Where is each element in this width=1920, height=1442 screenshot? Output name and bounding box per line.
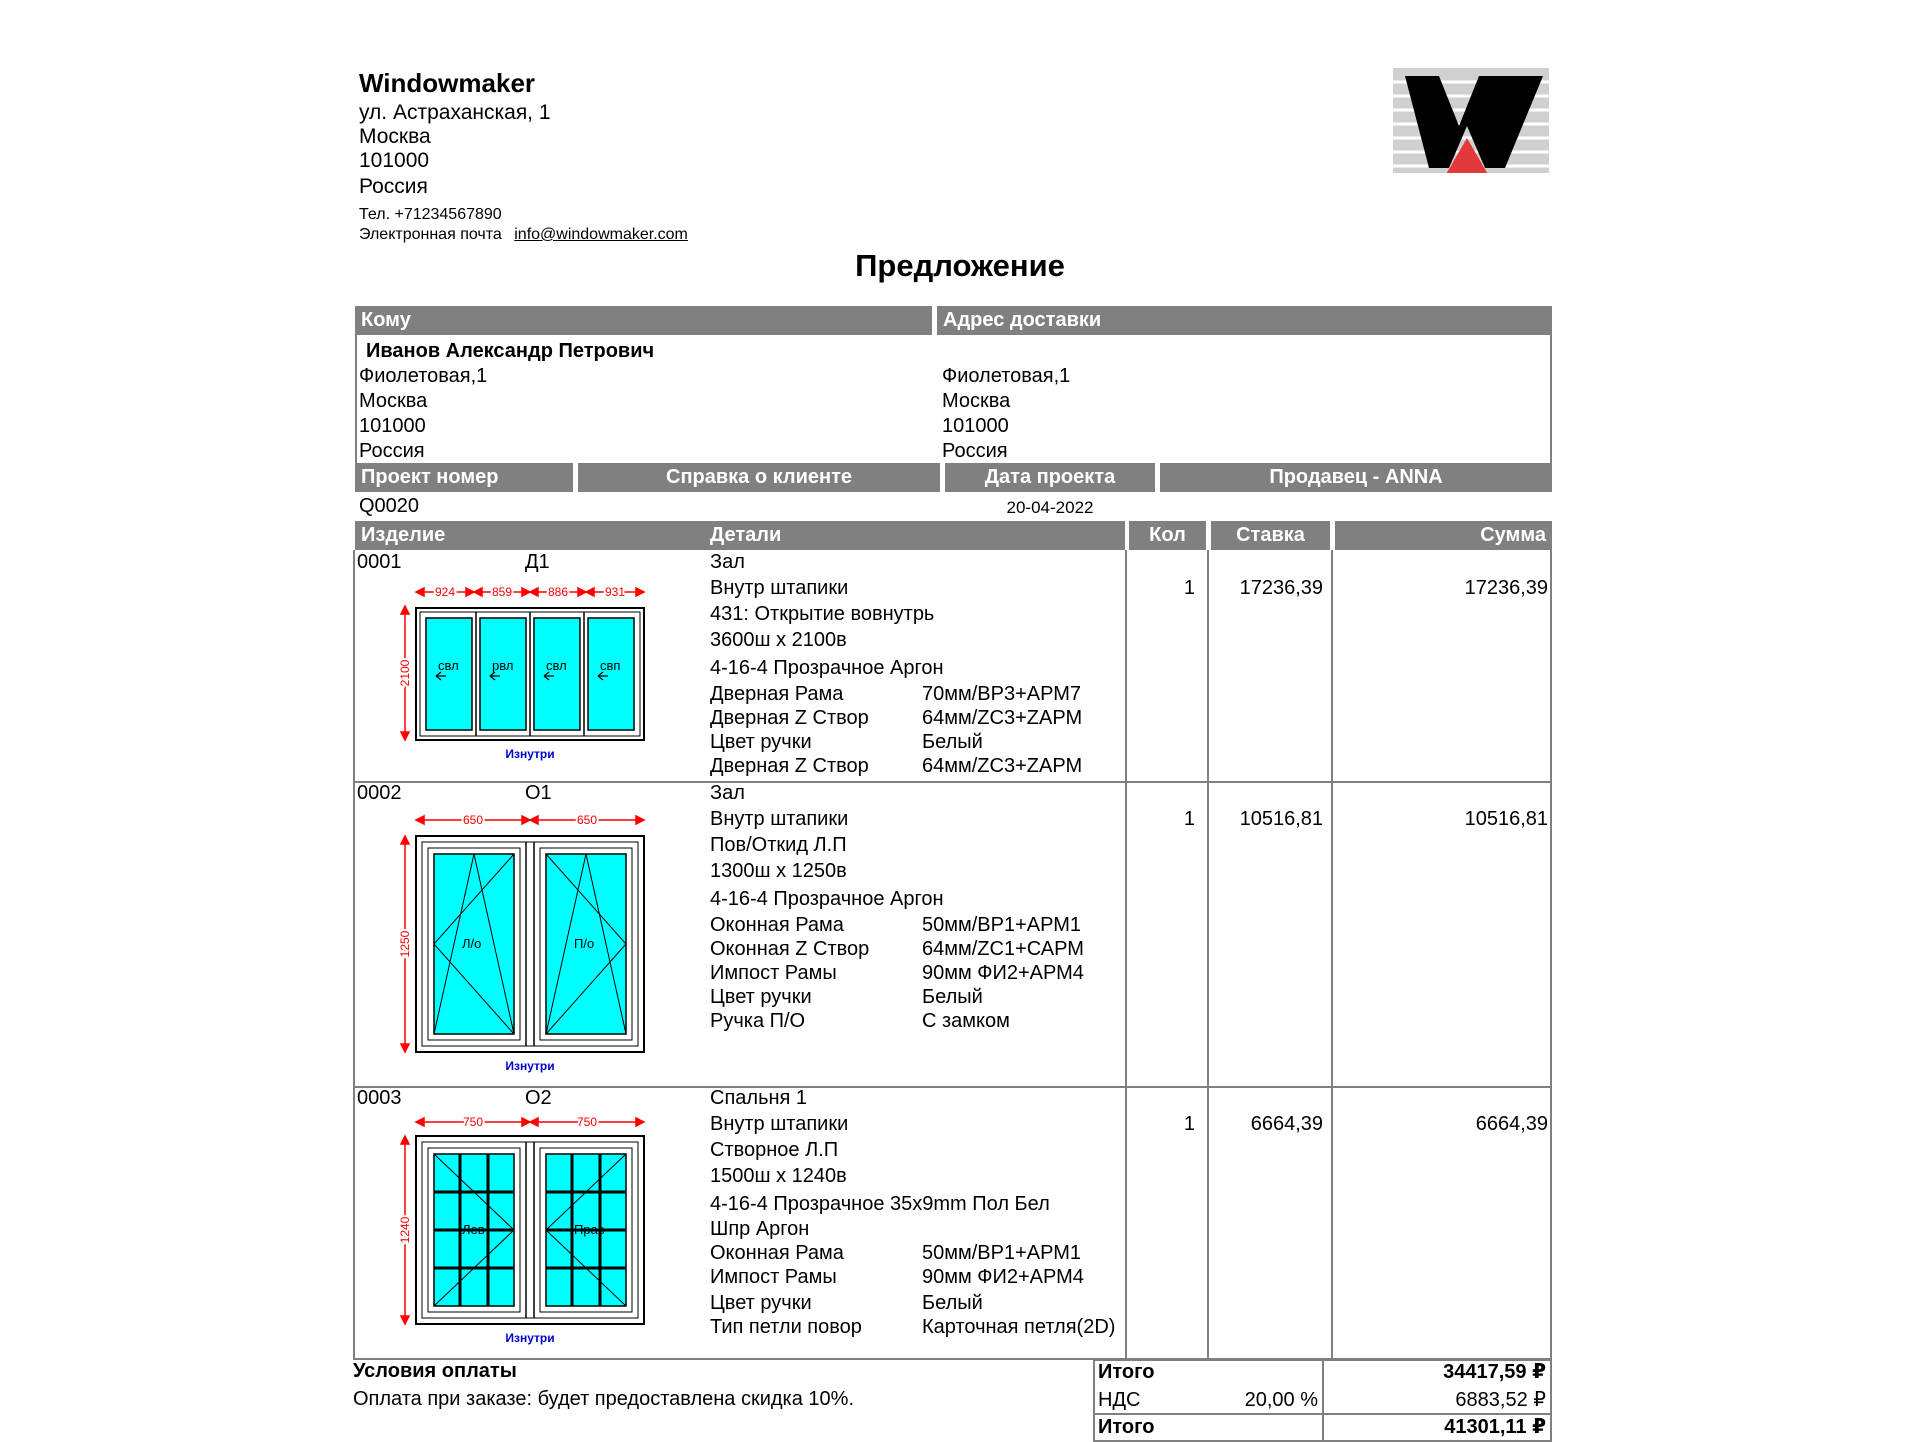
subtotal-label: Итого <box>1098 1361 1155 1383</box>
item-rate: 6664,39 <box>1250 1113 1323 1135</box>
col-qty-header: Кол <box>1129 521 1206 550</box>
col-rate-header: Ставка <box>1211 521 1330 550</box>
detail-line: Зал <box>710 551 745 573</box>
detail-line: Внутр штапики <box>710 808 849 830</box>
spec-label: Цвет ручки <box>710 986 812 1008</box>
spec-label: Импост Рамы <box>710 962 837 984</box>
spec-label: Импост Рамы <box>710 1266 837 1288</box>
drawing-caption: Изнутри <box>505 747 555 761</box>
item-number: 0001 <box>357 551 402 573</box>
panel-label: рвл <box>492 658 514 673</box>
item-code: O1 <box>525 782 552 804</box>
vat-label: НДС <box>1098 1389 1141 1411</box>
company-phone: Тел. +71234567890 <box>359 206 502 223</box>
company-address-line: 101000 <box>359 149 430 172</box>
drawing-caption: Изнутри <box>505 1059 555 1073</box>
item-code: Д1 <box>525 551 550 573</box>
spec-value: Карточная петля(2D) <box>922 1316 1116 1338</box>
detail-line: Спальня 1 <box>710 1087 808 1109</box>
panel-label: Лев <box>462 1222 485 1237</box>
detail-line: 4-16-4 Прозрачное Аргон <box>710 888 944 910</box>
item-qty: 1 <box>1183 1113 1195 1135</box>
detail-line: 4-16-4 Прозрачное Аргон <box>710 657 944 679</box>
customer-address-line: 101000 <box>359 415 426 437</box>
detail-line: Внутр штапики <box>710 1113 849 1135</box>
detail-line: Внутр штапики <box>710 577 849 599</box>
width-label: 859 <box>491 585 513 599</box>
detail-line: 1300ш х 1250в <box>710 860 847 882</box>
delivery-address-line: 101000 <box>942 415 1009 437</box>
detail-line: 3600ш х 2100в <box>710 629 847 651</box>
item-rate: 17236,39 <box>1239 577 1323 599</box>
total-label: Итого <box>1098 1416 1155 1438</box>
spec-value: Белый <box>922 1292 983 1314</box>
company-address-line: ул. Астраханская, 1 <box>359 101 551 124</box>
col-details-header: Детали <box>704 521 1125 550</box>
detail-line: Зал <box>710 782 745 804</box>
detail-line: Створное Л.П <box>710 1139 839 1161</box>
panel-label: свп <box>600 658 621 673</box>
delivery-address-line: Россия <box>942 440 1008 462</box>
spec-value: 90мм ФИ2+АРМ4 <box>922 962 1084 984</box>
email-label: Электронная почта <box>359 226 502 243</box>
item-number: 0003 <box>357 1087 402 1109</box>
project-date-header: Дата проекта <box>945 463 1155 492</box>
vat-value: 6883,52 ₽ <box>1455 1389 1546 1411</box>
spec-value: С замком <box>922 1010 1010 1032</box>
customer-address-line: Фиолетовая,1 <box>359 365 488 387</box>
company-address-line: Россия <box>359 175 428 198</box>
project-date: 20-04-2022 <box>1006 498 1094 517</box>
col-item-header: Изделие <box>355 521 704 550</box>
panel-label: свл <box>438 658 459 673</box>
customer-name: Иванов Александр Петрович <box>366 340 655 362</box>
spec-label: Дверная Z Створ <box>710 755 869 777</box>
panel-label: свл <box>546 658 567 673</box>
spec-value: 50мм/ВР1+АРМ1 <box>922 914 1082 936</box>
seller-header: Продавец - ANNA <box>1160 463 1552 492</box>
width-label: 650 <box>462 813 484 827</box>
detail-line: Шпр Аргон <box>710 1218 810 1240</box>
width-label: 650 <box>576 813 598 827</box>
payment-terms-title: Условия оплаты <box>353 1360 517 1382</box>
detail-line: 431: Открытие вовнутрь <box>710 603 935 625</box>
height-label: 1250 <box>398 930 412 958</box>
spec-value: 50мм/ВР1+АРМ1 <box>922 1242 1082 1264</box>
payment-terms-text: Оплата при заказе: будет предоставлена скидка 10%. <box>353 1388 855 1410</box>
spec-value: 70мм/ВР3+АРМ7 <box>922 683 1082 705</box>
total-value: 41301,11 ₽ <box>1444 1416 1546 1438</box>
spec-label: Цвет ручки <box>710 1292 812 1314</box>
width-label: 931 <box>604 585 626 599</box>
vat-rate: 20,00 % <box>1244 1389 1318 1411</box>
client-ref-header: Справка о клиенте <box>578 463 940 492</box>
item-sum: 10516,81 <box>1464 808 1548 830</box>
document-title: Предложение <box>855 248 1065 283</box>
delivery-header: Адрес доставки <box>937 306 1552 335</box>
spec-label: Оконная Рама <box>710 1242 844 1264</box>
item-sum: 6664,39 <box>1475 1113 1548 1135</box>
item-drawing-o2 <box>390 1112 670 1352</box>
spec-label: Цвет ручки <box>710 731 812 753</box>
width-label: 924 <box>434 585 456 599</box>
company-email-row <box>359 226 688 244</box>
item-number: 0002 <box>357 782 402 804</box>
drawing-caption: Изнутри <box>505 1331 555 1345</box>
item-rate: 10516,81 <box>1239 808 1323 830</box>
windowmaker-logo <box>1393 68 1549 173</box>
height-label: 2100 <box>398 659 412 687</box>
item-qty: 1 <box>1183 577 1195 599</box>
subtotal-value: 34417,59 ₽ <box>1443 1361 1546 1383</box>
item-drawing-d1 <box>390 578 670 768</box>
customer-address-line: Москва <box>359 390 428 412</box>
panel-label: Л/о <box>462 936 482 951</box>
width-label: 750 <box>576 1115 598 1129</box>
detail-line: 4-16-4 Прозрачное 35х9mm Пол Бел <box>710 1193 1050 1215</box>
spec-label: Оконная Z Створ <box>710 938 870 960</box>
panel-label: П/о <box>574 936 595 951</box>
email-link[interactable]: info@windowmaker.com <box>514 226 688 243</box>
col-sum-header: Сумма <box>1335 521 1552 550</box>
item-qty: 1 <box>1183 808 1195 830</box>
width-label: 750 <box>462 1115 484 1129</box>
spec-value: 64мм/ZC3+ZАРМ <box>922 707 1083 729</box>
to-header: Кому <box>355 306 932 335</box>
project-number-header: Проект номер <box>355 463 573 492</box>
detail-line: 1500ш х 1240в <box>710 1165 847 1187</box>
width-label: 886 <box>547 585 569 599</box>
project-number: Q0020 <box>359 495 420 517</box>
spec-label: Дверная Рама <box>710 683 844 705</box>
spec-value: Белый <box>922 731 983 753</box>
delivery-address-line: Москва <box>942 390 1011 412</box>
spec-value: Белый <box>922 986 983 1008</box>
panel-label: Прав <box>574 1222 605 1237</box>
company-name: Windowmaker <box>359 68 536 98</box>
spec-label: Дверная Z Створ <box>710 707 869 729</box>
company-address-line: Москва <box>359 125 431 148</box>
spec-value: 64мм/ZC1+САРМ <box>922 938 1084 960</box>
item-code: O2 <box>525 1087 552 1109</box>
spec-value: 64мм/ZC3+ZАРМ <box>922 755 1083 777</box>
spec-value: 90мм ФИ2+АРМ4 <box>922 1266 1084 1288</box>
delivery-address-line: Фиолетовая,1 <box>942 365 1071 387</box>
item-drawing-o1 <box>390 808 670 1078</box>
spec-label: Тип петли повор <box>710 1316 862 1338</box>
spec-label: Ручка П/О <box>710 1010 806 1032</box>
detail-line: Пов/Откид Л.П <box>710 834 847 856</box>
spec-label: Оконная Рама <box>710 914 844 936</box>
item-sum: 17236,39 <box>1464 577 1548 599</box>
customer-address-line: Россия <box>359 440 425 462</box>
height-label: 1240 <box>398 1216 412 1244</box>
